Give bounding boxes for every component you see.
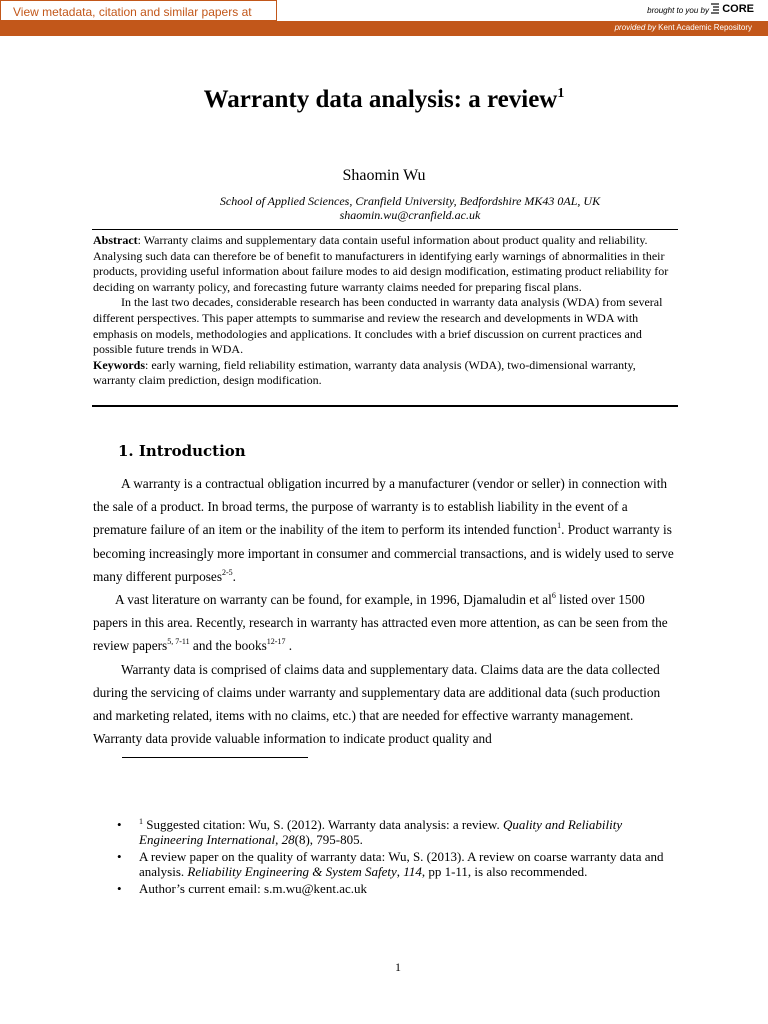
core-banner <box>0 0 768 36</box>
introduction-body <box>93 472 678 750</box>
core-logo-icon <box>711 3 719 15</box>
core-logo-text: CORE <box>722 3 754 15</box>
provided-by-text: provided by Kent Academic Repository <box>614 23 752 32</box>
affiliation-line: School of Applied Sciences, Cranfield University, Bedfordshire MK43 0AL, UK <box>219 194 601 208</box>
page-number: 1 <box>395 960 401 974</box>
footnote-rule <box>122 757 308 758</box>
footnote-mark: 1 <box>139 817 143 826</box>
citation-ref: 6 <box>551 591 556 601</box>
keywords-label: Keywords <box>93 357 145 372</box>
author-email: shaomin.wu@cranfield.ac.uk <box>339 208 481 222</box>
core-logo[interactable] <box>711 3 754 15</box>
footnote-item: • Author’s current email: s.m.wu@kent.ac.uk <box>117 881 677 896</box>
section-heading-introduction: 1. Introduction <box>118 442 246 460</box>
intro-paragraph-3: Warranty data is comprised of claims data and supplementary data. Claims data are the data collected during the servicing of claims under warranty and supplementary data are additional data (such production and marketing related, items with no claims, etc.) that are needed for effective warranty management. Warranty data provide valuable information to indicate product quality and <box>93 661 661 747</box>
abstract-top-rule <box>92 229 678 230</box>
citation-ref: 5, 7-11 <box>167 637 190 647</box>
paper-title: Warranty data analysis: a review$^1$ <box>203 86 565 113</box>
author-affiliation <box>0 194 768 222</box>
footnote-item: • $^1$ Suggested citation: Wu, S. (2012). Warranty data analysis: a review. Quality and Reliability Engineering International, 28(8), 795-805. <box>117 817 677 847</box>
core-metadata-link-text[interactable]: View metadata, citation and similar papers at <box>13 5 276 33</box>
citation-ref: 1 <box>557 521 562 531</box>
abstract-paragraph-2: In the last two decades, considerable research has been conducted in warranty data analysis (WDA) from several different perspectives. This paper attempts to summarise and review the research and developments in WDA with emphasis on models, methodologies and applications. It concludes with a brief discussion on current practices and possible future trends in WDA. <box>93 295 663 357</box>
footnote-list <box>117 817 677 898</box>
abstract-bottom-rule <box>92 405 678 407</box>
intro-paragraph-1: A warranty is a contractual obligation incurred by a manufacturer (vendor or seller) in connection with the sale of a product. In broad terms, the purpose of warranty is to establish liability in the event of a premature failure of an item or the inability of the item to perform its intended function$^1$. Product warranty is becoming increasingly more important in consumer and commercial transactions, and is widely used to serve many different purposes$^{2-5}$. <box>93 476 674 584</box>
footnote-item: • A review paper on the quality of warranty data: Wu, S. (2013). A review on coarse warranty data and analysis. Reliability Engineering & System Safety, 114, pp 1-11, is also recommended. <box>117 849 677 879</box>
abstract <box>93 233 678 389</box>
citation-ref: 2-5 <box>222 567 233 577</box>
keywords: Keywords: early warning, field reliability estimation, warranty data analysis (WDA), two-dimensional warranty, warranty claim prediction, design modification. <box>93 357 636 388</box>
brought-to-you-text: brought to you by <box>647 6 709 15</box>
intro-paragraph-2: A vast literature on warranty can be found, for example, in 1996, Djamaludin et $al^6$ listed over 1500 papers in this area. Recently, research in warranty has attracted even more attention, as can be seen from the review papers$^{5, 7-11}$ and the books$^{12-17}$ . <box>93 591 668 654</box>
author-name: Shaomin Wu <box>342 167 426 184</box>
title-footnote-mark: 1 <box>557 86 565 101</box>
abstract-label: Abstract <box>93 233 138 247</box>
abstract-paragraph-1: Abstract: Warranty claims and supplementary data contain useful information about product quality and reliability. Analysing such data can therefore be of benefit to manufacturers in identifying early warnings of abnormalities in their products, providing useful information about failure modes to aid design modification, estimating product reliability for deciding on warranty policy, and forecasting future warranty claims needed for preparing fiscal plans. <box>93 233 669 294</box>
core-metadata-link[interactable] <box>0 0 277 21</box>
citation-ref: 12-17 <box>266 637 286 647</box>
